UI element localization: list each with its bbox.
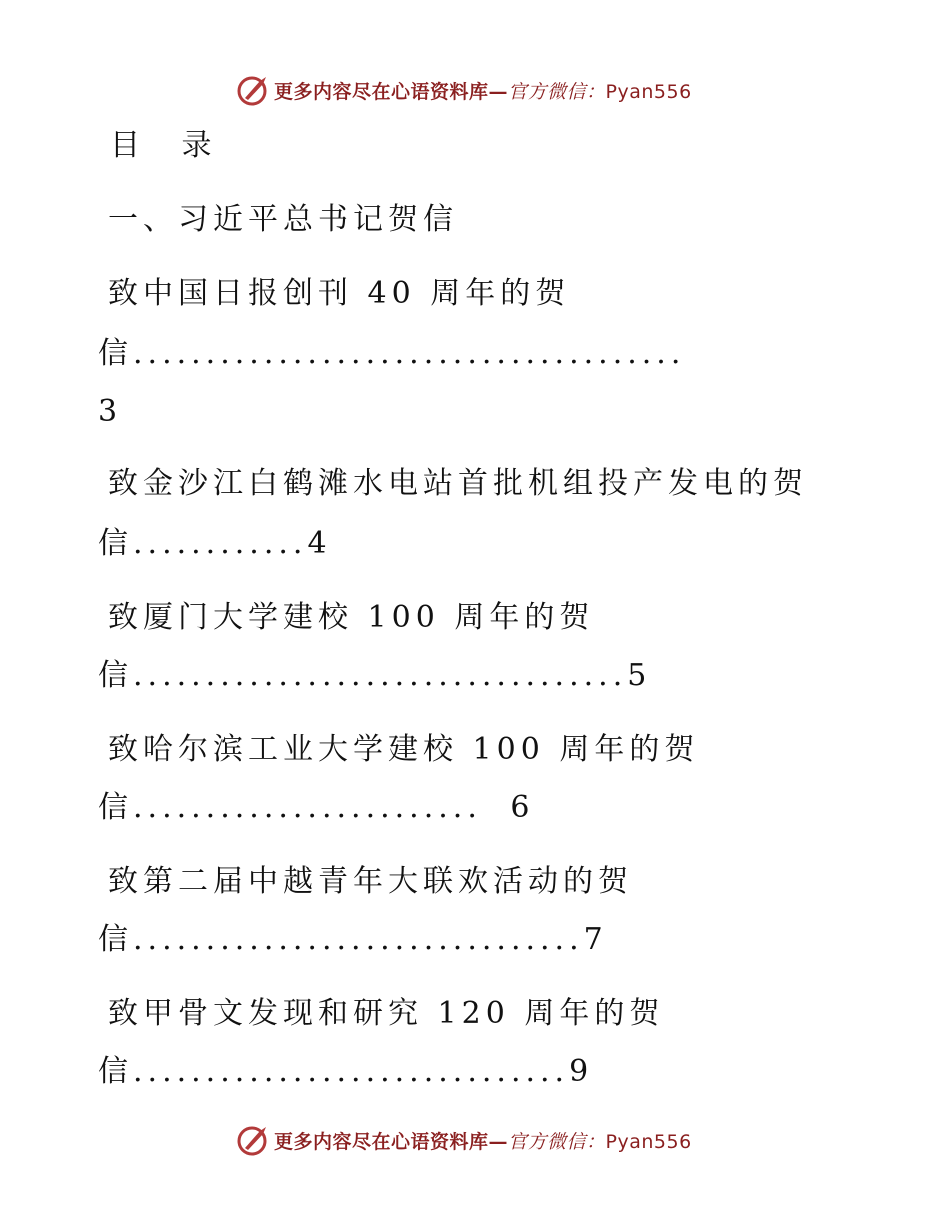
toc-entry-leader-text: 信...................................... [98, 336, 686, 371]
footer-watermark [236, 1122, 716, 1158]
toc-entry-leader-text: 信.................................. [98, 658, 628, 693]
toc-entry-leader [98, 524, 332, 564]
header-watermark [236, 72, 716, 108]
section-heading: 一、习近平总书记贺信 [108, 202, 458, 237]
toc-entry-page: 4 [307, 526, 332, 561]
toc-entry-title: 致金沙江白鹤滩水电站首批机组投产发电的贺 [108, 466, 808, 501]
toc-entry-page: 3 [98, 394, 123, 429]
quill-logo-icon [236, 1123, 270, 1157]
toc-entry-leader-text: 信.............................. [98, 1054, 570, 1089]
toc-entry-title: 致第二届中越青年大联欢活动的贺 [108, 864, 633, 899]
toc-entry-title: 致厦门大学建校 100 周年的贺 [108, 600, 595, 635]
toc-entry-leader-text: 信............ [98, 526, 308, 561]
toc-entry-title: 致甲骨文发现和研究 120 周年的贺 [108, 996, 665, 1031]
toc-entry-title: 致哈尔滨工业大学建校 100 周年的贺 [108, 732, 700, 767]
watermark-text: 更多内容尽在心语资料库—官方微信：Pyan556 [274, 80, 692, 103]
toc-entry-leader-text: 信........................ [98, 790, 497, 825]
toc-entry-page: 5 [627, 658, 652, 693]
toc-entry-leader [98, 1052, 593, 1092]
toc-entry-page: 9 [569, 1054, 594, 1089]
toc-entry-leader-text: 信............................... [98, 922, 584, 957]
toc-entry-leader [98, 920, 608, 960]
quill-logo-icon [236, 73, 270, 107]
toc-entry-title: 致中国日报创刊 40 周年的贺 [108, 276, 571, 311]
toc-entry-leader [98, 656, 651, 696]
page-title: 目 录 [110, 128, 228, 163]
toc-entry-leader [98, 788, 535, 828]
toc-entry-page: 7 [583, 922, 608, 957]
toc-entry-page: 6 [510, 790, 535, 825]
toc-entry-leader [98, 334, 685, 374]
watermark-text: 更多内容尽在心语资料库—官方微信：Pyan556 [274, 1130, 692, 1153]
